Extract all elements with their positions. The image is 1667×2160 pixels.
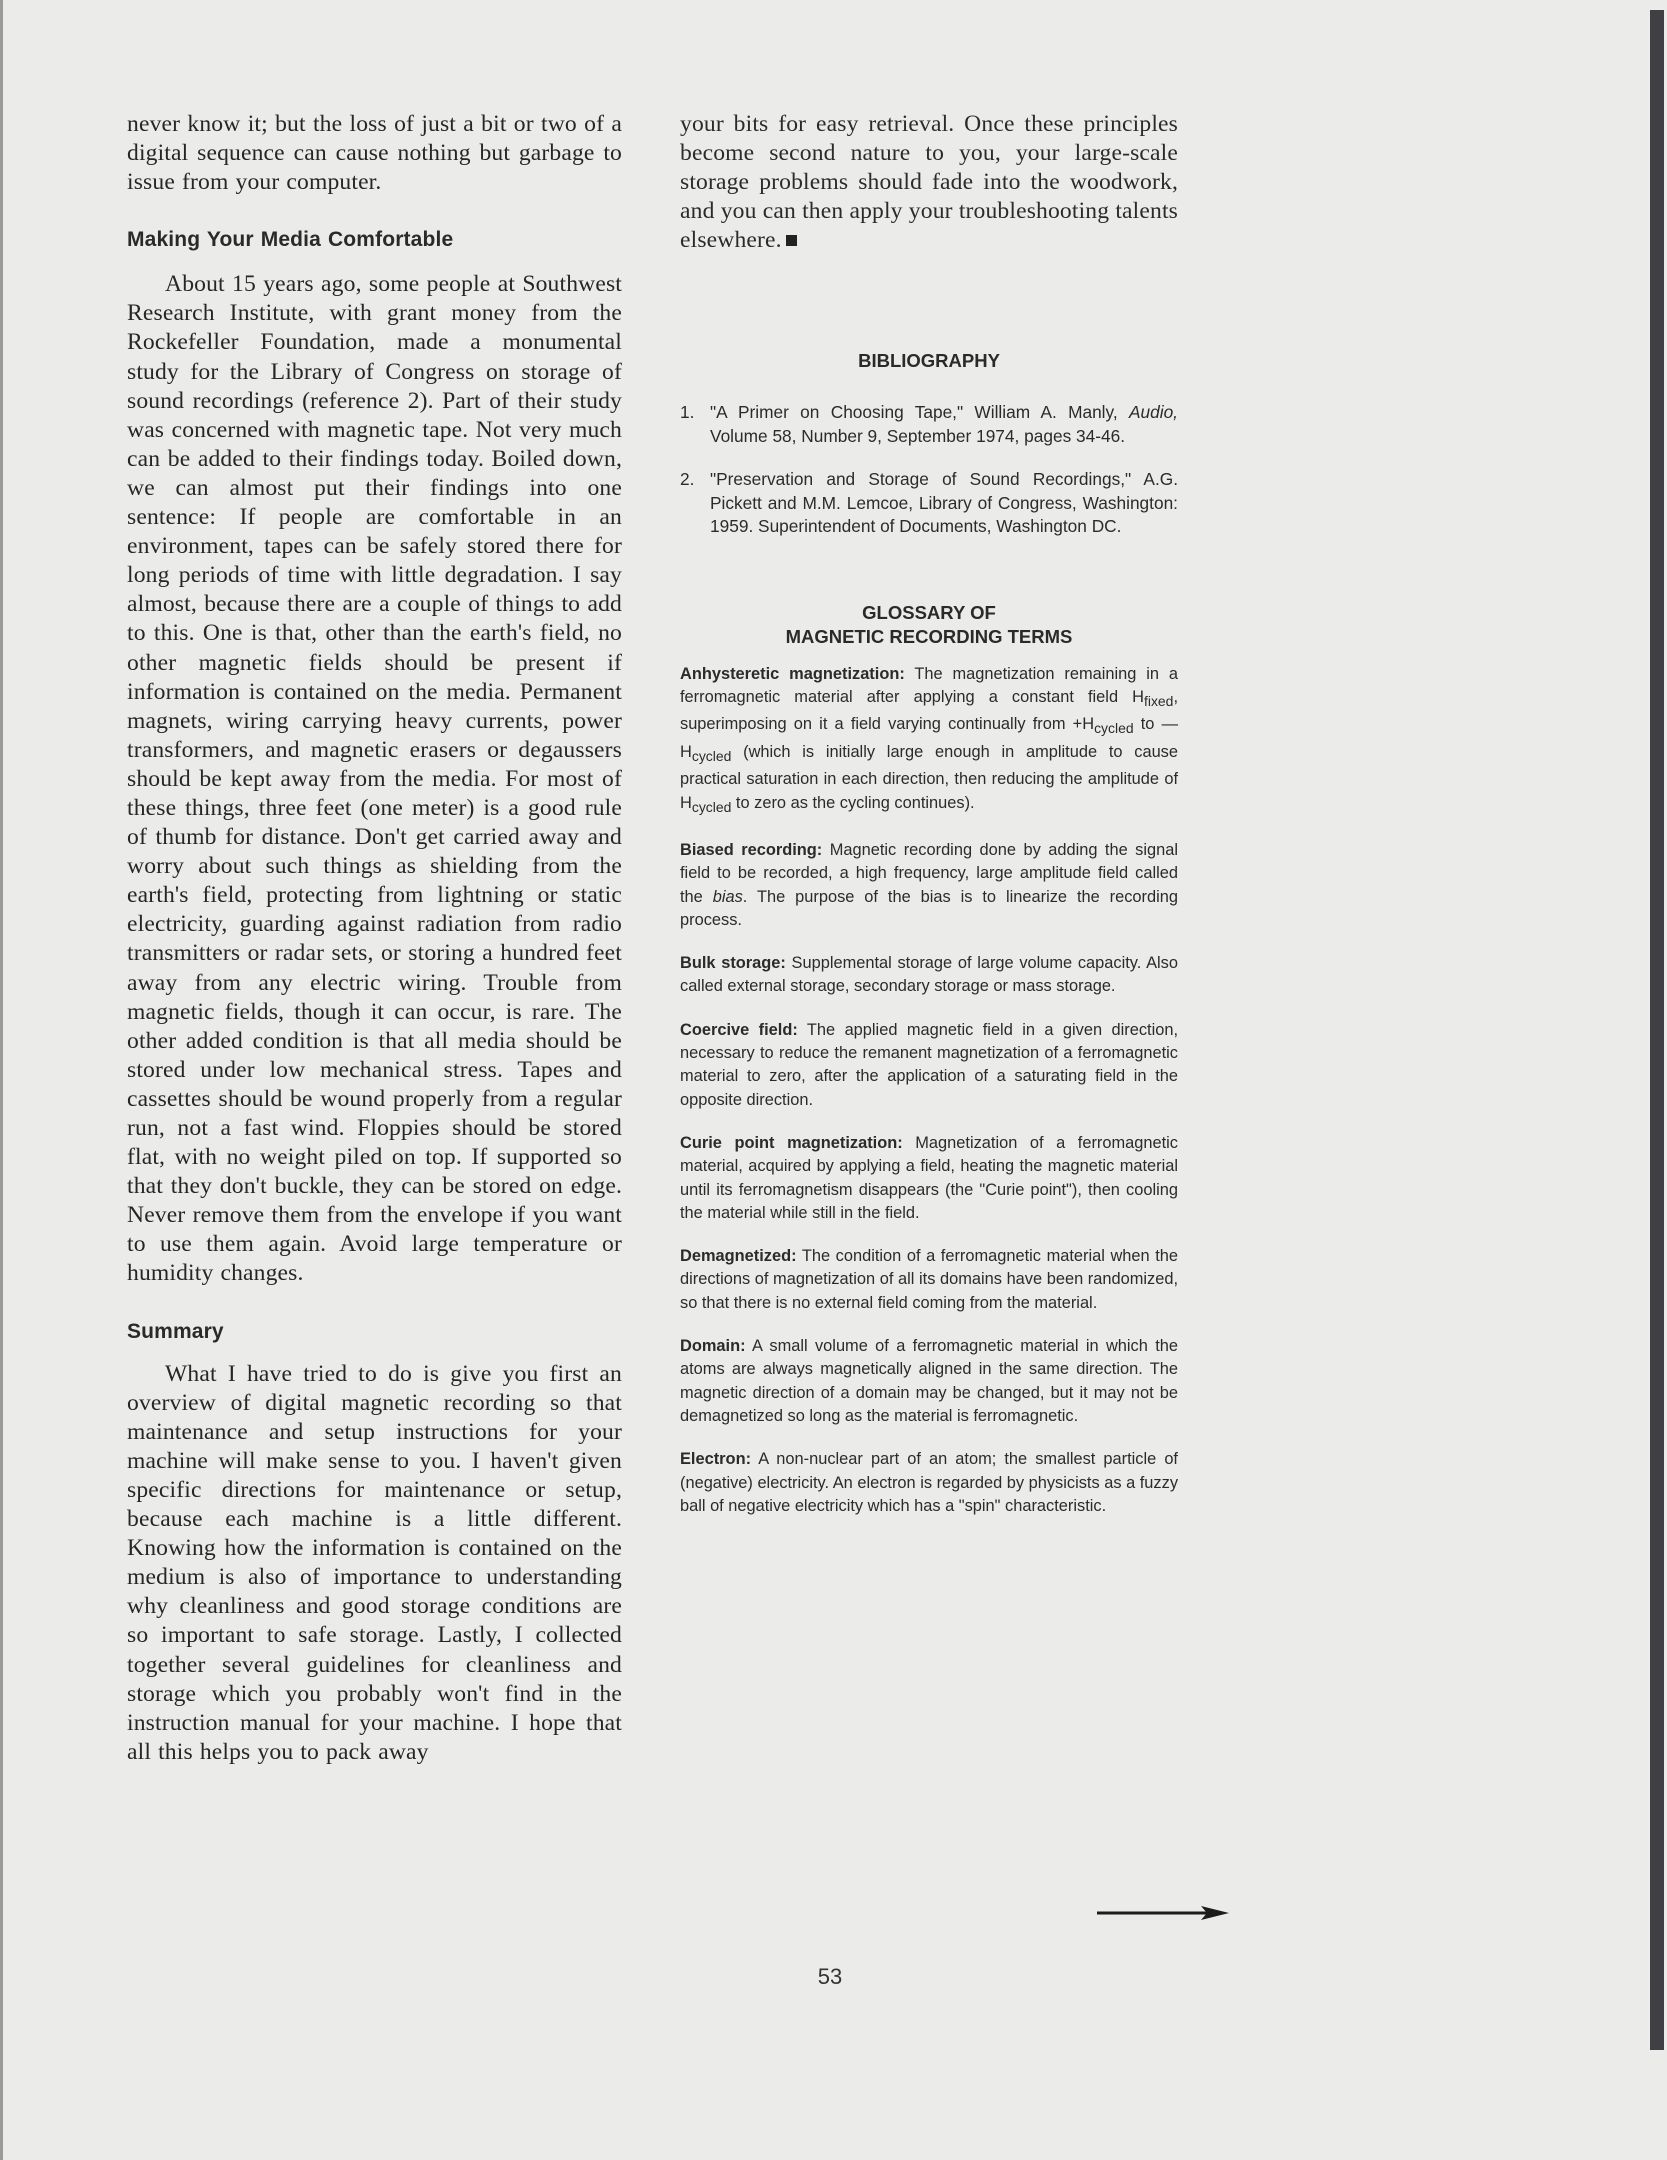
emphasis-bias: bias	[712, 887, 743, 906]
page-edge-right	[1650, 10, 1664, 2050]
definition-text: Magnetic recording done by adding the signal field to be recorded, a high frequency, large amplitude field called the	[680, 840, 1178, 906]
glossary-heading-line-1: GLOSSARY OF	[862, 601, 996, 623]
subscript: cycled	[691, 747, 732, 764]
glossary-term: Demagnetized:	[680, 1247, 797, 1266]
subscript: fixed	[1143, 692, 1174, 709]
paragraph-media-storage: About 15 years ago, some people at Southwest Research Institute, with grant money from the Rockefeller Foundation, made a monumental study for the Library of Congress on storage of sound recordings (reference 2). Part of their study was concerned with magnetic tape. Not very much can be added to their findings today. Boiled down, we can almost put their findings into one sentence: If people are comfortable in an environment, tapes can be safely stored there for long periods of time with little degradation. I say almost, because there are a couple of things to add to this. One is that, other than the earth's field, no other magnetic fields should be present if information is contained on the media. Permanent magnets, wiring carrying heavy currents, power transformers, and magnetic erasers or degaussers should be kept away from the media. For most of these things, three feet (one meter) is a good rule of thumb for distance. Don't get carried away and worry about such things as shielding from the earth's field, protecting from lightning or static electricity, guarding against radiation from radio transmitters or radar sets, or storing a hundred feet away from any electric wiring. Trouble from magnetic fields, though it can occur, is rare. The other added condition is that all media should be stored under low mechanical stress. Tapes and cassettes should be wound properly from a regular run, not a fast wind. Floppies should be stored flat, with no weight piled on top. If supported so that they don't buckle, they can be stored on edge. Never remove them from the envelope if you want to use them again. Avoid large temperature or humidity changes.	[127, 271, 622, 1287]
bibliography-list	[680, 401, 1178, 539]
subscript: cycled	[691, 798, 732, 815]
glossary-term: Domain:	[680, 1337, 746, 1356]
definition-text: A non-nuclear part of an atom; the smallest particle of (negative) electricity. An electron is regarded by physicists as a fuzzy ball of negative electricity which has a "spin" characteristic.	[680, 1450, 1179, 1515]
journal-title: Audio,	[1128, 402, 1178, 422]
definition-text: , superimposing on it a field varying continually from +H	[680, 687, 1178, 734]
glossary-heading-line-2: MAGNETIC RECORDING TERMS	[785, 625, 1073, 647]
heading-making-media-comfortable: Making Your Media Comfortable	[127, 228, 454, 252]
continued-paragraph: never know it; but the loss of just a bit or two of a digital sequence can cause nothing but garbage to issue from your computer.	[127, 111, 622, 196]
bibliography-entry	[680, 401, 1178, 448]
definition-text: Magnetization of a ferromagnetic material, acquired by applying a field, heating the magnetic material until its ferromagnetism disappears (the "Curie point"), then cooling the material while still in the field.	[680, 1133, 1178, 1222]
glossary-entry-curie-point	[680, 1132, 1178, 1225]
definition-text: The applied magnetic field in a given direction, necessary to reduce the remanent magnetization of a ferromagnetic material to zero, after the application of a saturating field in the opposite direction.	[680, 1020, 1178, 1109]
glossary-term: Anhysteretic magnetization:	[680, 664, 905, 683]
definition-text: to zero as the cycling continues).	[731, 793, 975, 812]
left-column	[127, 110, 622, 1767]
heading-summary: Summary	[127, 1319, 224, 1343]
end-of-article-mark	[786, 235, 797, 246]
bibliography-number: 2.	[680, 469, 695, 489]
citation-text: "A Primer on Choosing Tape," William A. Manly,	[710, 402, 1129, 422]
continue-arrow-icon	[1097, 1903, 1229, 1923]
citation-text: "Preservation and Storage of Sound Recordings," A.G. Pickett and M.M. Lemcoe, Library of Congress, Washington: 1959. Superintendent of Documents, Washington DC.	[710, 469, 1178, 536]
glossary-entry-anhysteretic	[680, 663, 1178, 819]
closing-text: your bits for easy retrieval. Once these principles become second nature to you, your large-scale storage problems should fade into the woodwork, and you can then apply your troubleshooting talents elsewhere.	[680, 111, 1178, 253]
glossary-entry-domain	[680, 1335, 1178, 1428]
glossary-entry-bulk-storage	[680, 952, 1178, 999]
subscript: cycled	[1094, 720, 1134, 737]
definition-text: . The purpose of the bias is to linearize the recording process.	[680, 887, 1178, 929]
citation-details: Volume 58, Number 9, September 1974, pages 34-46.	[710, 425, 1126, 446]
bibliography-text	[710, 468, 1178, 539]
glossary-term: Biased recording:	[680, 840, 823, 859]
glossary-entry-electron	[680, 1448, 1178, 1518]
page-edge-left	[0, 0, 3, 2160]
bibliography-entry	[680, 468, 1178, 539]
glossary-heading	[680, 601, 1178, 649]
glossary-term: Coercive field:	[680, 1020, 798, 1039]
glossary-term: Bulk storage:	[680, 954, 786, 973]
bibliography-text	[710, 401, 1178, 448]
right-column	[680, 110, 1178, 1538]
definition-text: Supplemental storage of large volume capacity. Also called external storage, secondary storage or mass storage.	[680, 954, 1178, 996]
bibliography-heading: BIBLIOGRAPHY	[858, 350, 1000, 371]
continued-paragraph-right	[680, 110, 1178, 255]
definition-text: The magnetization remaining in a ferromagnetic material after applying a constant field H	[680, 664, 1178, 706]
page-number: 53	[817, 1964, 843, 1989]
glossary-entry-biased-recording	[680, 839, 1178, 932]
paragraph-summary: What I have tried to do is give you first an overview of digital magnetic recording so that maintenance and setup instructions for your machine will make sense to you. I haven't given specific directions for maintenance or setup, because each machine is a little different. Knowing how the information is contained on the medium is also of importance to understanding why cleanliness and good storage conditions are so important to safe storage. Lastly, I collected together several guidelines for cleanliness and storage which you probably won't find in the instruction manual for your machine. I hope that all this helps you to pack away	[127, 1360, 622, 1765]
glossary-entry-demagnetized	[680, 1245, 1178, 1315]
glossary-entry-coercive-field	[680, 1019, 1178, 1112]
definition-text: (which is initially large enough in amplitude to cause practical saturation in each direction, then reducing the amplitude of H	[680, 742, 1178, 812]
glossary-term: Curie point magnetization:	[680, 1133, 903, 1152]
definition-text: to —H	[680, 715, 1178, 761]
bibliography-number: 1.	[680, 402, 695, 422]
definition-text: The condition of a ferromagnetic material when the directions of magnetization of all its domains have been randomized, so that there is no external field coming from the material.	[680, 1247, 1178, 1312]
definition-text: A small volume of a ferromagnetic material in which the atoms are always magnetically aligned in the same direction. The magnetic direction of a domain may be changed, but it may not be demagnetized so long as the material is ferromagnetic.	[680, 1337, 1178, 1425]
glossary-term: Electron:	[680, 1450, 752, 1469]
